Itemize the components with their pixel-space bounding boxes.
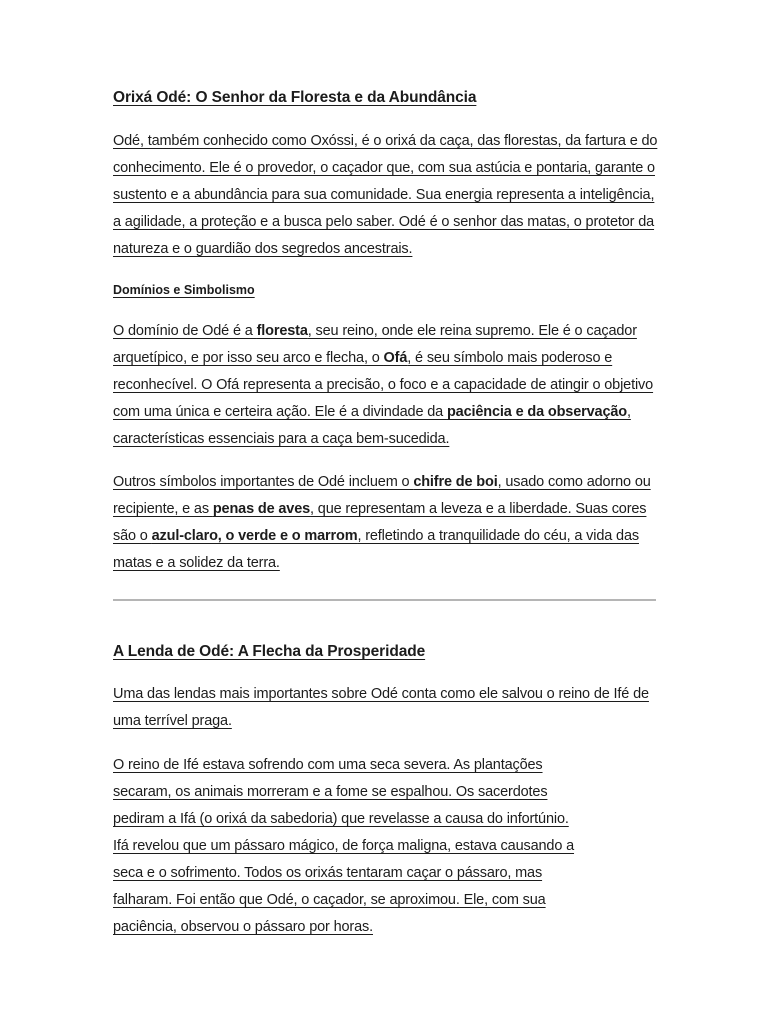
domains-text-2: , seu reino, onde ele reina supremo. Ele é o caçador arquetípico, e por isso seu arco e flecha, o <box>113 323 637 366</box>
symbols-bold-chifre: chifre de boi <box>413 474 498 490</box>
symbols-bold-cores: azul-claro, o verde e o marrom <box>151 528 358 544</box>
section1-title: Orixá Odé: O Senhor da Floresta e da Abundância <box>113 89 477 106</box>
symbols-text-4: , refletindo a tranquilidade do céu, a vida das matas e a solidez da terra. <box>113 528 639 571</box>
symbols-bold-penas: penas de aves <box>212 501 311 517</box>
section-divider <box>113 599 656 601</box>
symbols-text-2: , usado como adorno ou recipiente, e as <box>113 474 651 517</box>
symbols-paragraph <box>113 469 661 577</box>
domains-bold-ofa: Ofá <box>383 350 408 366</box>
domains-text-4: , características essenciais para a caça bem-sucedida. <box>113 404 631 447</box>
section1-subheading: Domínios e Simbolismo <box>113 283 255 297</box>
symbols-text-3: , que representam a leveza e a liberdade. Suas cores são o <box>113 501 647 544</box>
domains-text-3: , é seu símbolo mais poderoso e reconhecível. O Ofá representa a precisão, o foco e a capacidade de atingir o objetivo com uma única e certeira ação. Ele é a divindade da <box>113 350 654 420</box>
legend-quote-paragraph: O reino de Ifé estava sofrendo com uma seca severa. As plantações secaram, os animais morreram e a fome se espalhou. Os sacerdotes pediram a Ifá (o orixá da sabedoria) que revelasse a causa do infortúnio. Ifá revelou que um pássaro mágico, de força maligna, estava causando a seca e o sofrimento. Todos os orixás tentaram caçar o pássaro, mas falharam. Foi então que Odé, o caçador, se aproximou. Ele, com sua paciência, observou o pássaro por horas. <box>113 757 575 935</box>
section2-title: A Lenda de Odé: A Flecha da Prosperidade <box>113 643 426 660</box>
domains-bold-floresta: floresta <box>256 323 308 339</box>
document-page <box>113 84 661 941</box>
section2-intro-paragraph: Uma das lendas mais importantes sobre Odé conta como ele salvou o reino de Ifé de uma terrível praga. <box>113 686 649 729</box>
symbols-text-1: Outros símbolos importantes de Odé incluem o <box>113 474 414 490</box>
domains-paragraph <box>113 318 661 453</box>
section1-intro-paragraph: Odé, também conhecido como Oxóssi, é o orixá da caça, das florestas, da fartura e do conhecimento. Ele é o provedor, o caçador que, com sua astúcia e pontaria, garante o sustento e a abundância para sua comunidade. Sua energia representa a inteligência, a agilidade, a proteção e a busca pelo saber. Odé é o senhor das matas, o protetor da natureza e o guardião dos segredos ancestrais. <box>113 133 658 257</box>
domains-text-1: O domínio de Odé é a <box>113 323 257 339</box>
domains-bold-paciencia: paciência e da observação <box>446 404 627 420</box>
